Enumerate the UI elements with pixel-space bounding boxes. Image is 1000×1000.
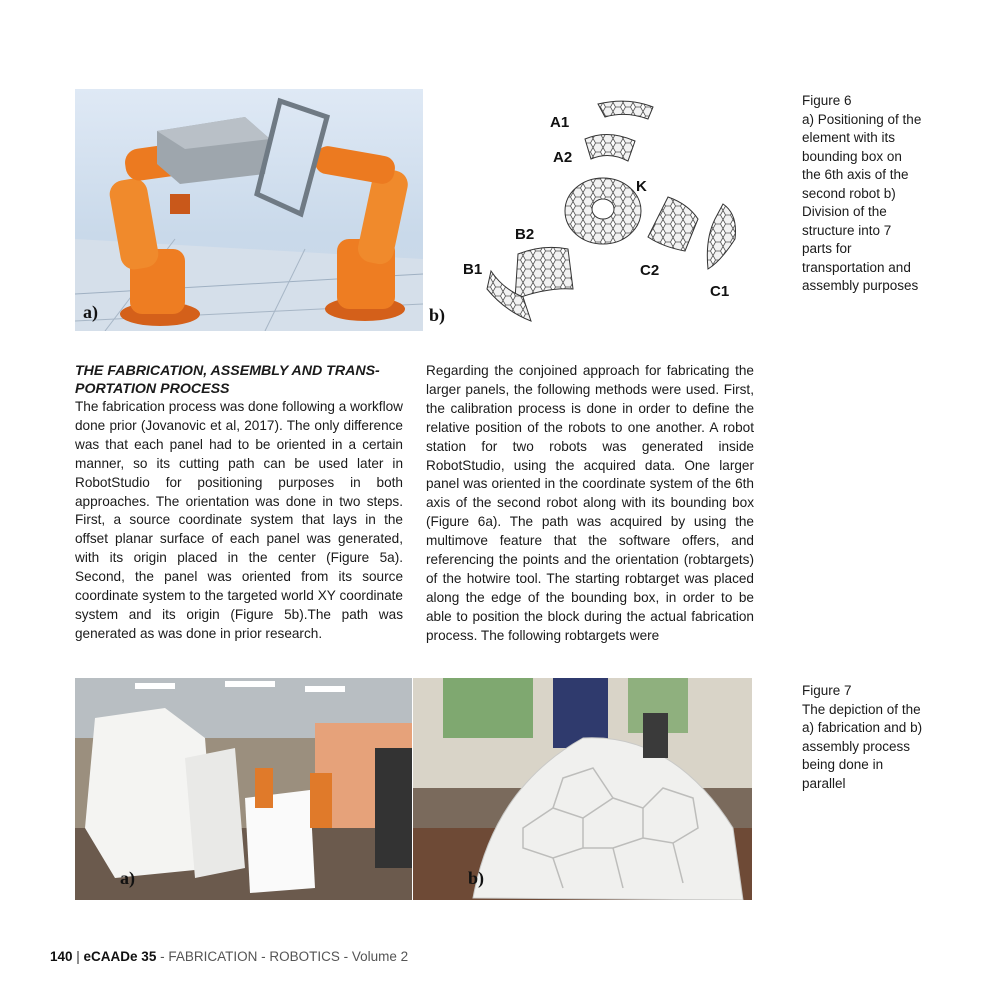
caption-line: bounding box on [802, 148, 902, 164]
caption-line: parallel [802, 775, 846, 791]
piece-label-b1: B1 [463, 261, 483, 278]
figure-7a-fabrication-photo [75, 678, 412, 900]
caption-line: a) Positioning of the [802, 111, 922, 127]
caption-line: the 6th axis of the [802, 167, 909, 182]
figure-6-caption-title: Figure 6 [802, 93, 852, 108]
footer-separator: | [72, 949, 84, 964]
figure-7b-assembly-photo [413, 678, 752, 900]
body-column-left [75, 362, 403, 644]
piece-label-a2: A2 [553, 149, 573, 166]
body-column-right [426, 362, 754, 646]
caption-line: being done in [802, 757, 884, 772]
caption-line: element with its [802, 130, 896, 145]
figure-7-caption-title: Figure 7 [802, 683, 852, 698]
figure-7b-label: b) [468, 868, 485, 888]
figure-6-caption [802, 92, 982, 296]
piece-label-c1: C1 [710, 283, 730, 300]
footer-section: - FABRICATION - ROBOTICS - Volume 2 [156, 949, 409, 964]
caption-line: The depiction of the [802, 701, 921, 717]
figure-6b-label: b) [429, 305, 446, 325]
figure-6b-structure-division [423, 89, 773, 331]
caption-line: parts for [802, 241, 852, 256]
body-paragraph-left: The fabrication process was done following a workflow done prior (Jovanovic et al, 2017). The only difference was that each panel had to be oriented in a certain manner, so its cutting path can be used later in RobotStudio for positioning purposes in both approaches. The orientation was done in two steps. First, a source coordinate system that lays in the offset planar surface of each panel was generated, with its origin placed in the center (Figure 5a). Second, the panel was oriented from its source coordinate system to the targeted world XY coordinate system and its origin (Figure 5b).The path was generated as was done in prior research. [75, 399, 403, 641]
piece-label-b2: B2 [515, 226, 535, 243]
fabrication-photo-illustration [75, 678, 412, 900]
section-heading-line2: PORTATION PROCESS [75, 381, 230, 397]
body-paragraph-right: Regarding the conjoined approach for fabricating the larger panels, the following methods were used. First, the calibration process is done in order to define the relative position of the robots to one another. A robot station for two robots was generated inside RobotStudio, using the acquired data. One larger panel was oriented in the coordinate system of the 6th axis of the second robot along with its bounding box (Figure 6a). The path was acquired by using the multimove feature that the software offers, and referencing the points and the orientation (robtargets) of the hotwire tool. The starting robtarget was placed along the edge of the bounding box, in order to be able to position the block during the actual fabrication process. The following robtargets were [426, 363, 754, 643]
figure-6a-robot-simulation [75, 89, 423, 331]
caption-line: assembly purposes [802, 278, 919, 293]
section-heading-line1: THE FABRICATION, ASSEMBLY AND TRANS- [75, 363, 380, 379]
figure-7a-label: a) [120, 868, 135, 888]
piece-label-a1: A1 [550, 114, 570, 131]
caption-line: structure into 7 [802, 222, 892, 238]
caption-line: transportation and [802, 259, 911, 275]
robot-simulation-illustration [75, 89, 423, 331]
caption-line: assembly process [802, 738, 911, 754]
conference-name: eCAADe 35 [83, 949, 157, 964]
figure-7-caption [802, 682, 982, 793]
piece-label-k: K [636, 178, 647, 195]
page-number: 140 [50, 949, 73, 964]
caption-line: Division of the [802, 204, 887, 219]
figure-6a-label: a) [83, 302, 98, 322]
page-footer [50, 949, 408, 964]
caption-line: second robot b) [802, 185, 896, 201]
caption-line: a) fabrication and b) [802, 720, 923, 735]
piece-label-c2: C2 [640, 262, 660, 279]
assembly-photo-illustration [413, 678, 752, 900]
